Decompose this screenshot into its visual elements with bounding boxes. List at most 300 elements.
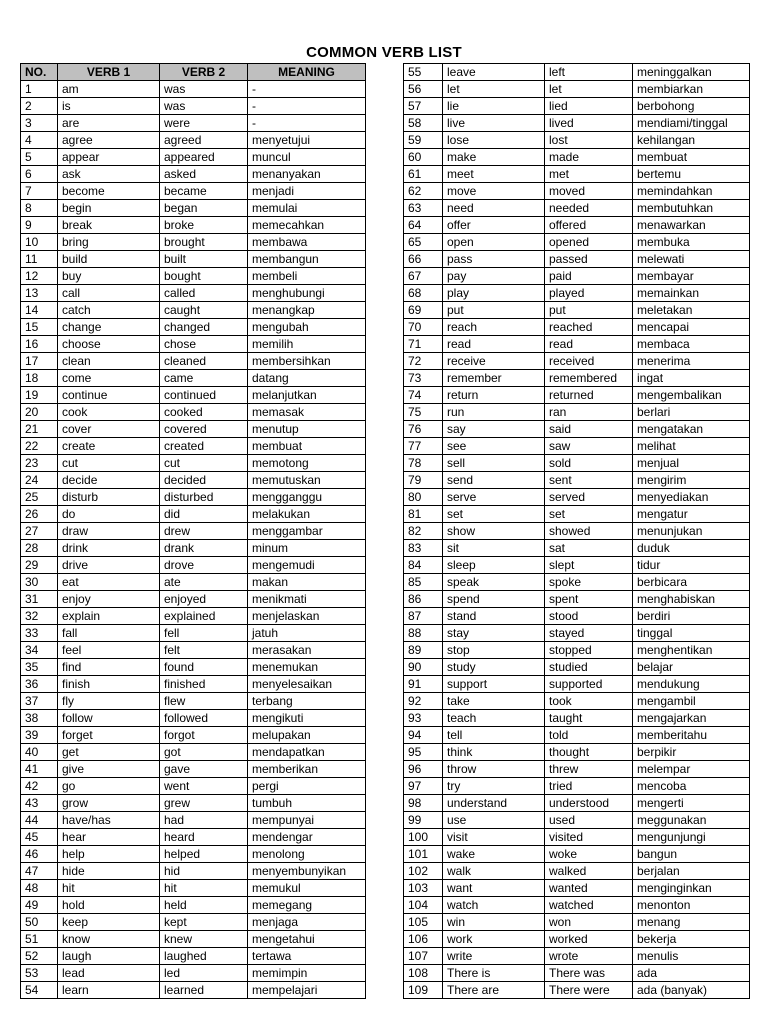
table-row bbox=[404, 812, 750, 829]
number-cell: 32 bbox=[21, 608, 58, 625]
number-cell: 43 bbox=[21, 795, 58, 812]
table-row bbox=[404, 506, 750, 523]
meaning-cell: menulis bbox=[633, 948, 750, 965]
meaning-cell: membuat bbox=[248, 438, 366, 455]
table-row bbox=[404, 795, 750, 812]
table-row bbox=[21, 234, 366, 251]
table-row bbox=[404, 336, 750, 353]
verb2-cell: There were bbox=[545, 982, 633, 999]
meaning-cell: mengatur bbox=[633, 506, 750, 523]
number-cell: 37 bbox=[21, 693, 58, 710]
verb2-cell: led bbox=[160, 965, 248, 982]
verb1-cell: choose bbox=[58, 336, 160, 353]
verb1-cell: cut bbox=[58, 455, 160, 472]
verb1-cell: do bbox=[58, 506, 160, 523]
verb2-cell: stayed bbox=[545, 625, 633, 642]
verb2-cell: There was bbox=[545, 965, 633, 982]
verb2-cell: cut bbox=[160, 455, 248, 472]
meaning-cell: menerima bbox=[633, 353, 750, 370]
meaning-cell: menyetujui bbox=[248, 132, 366, 149]
number-cell: 2 bbox=[21, 98, 58, 115]
verb1-cell: lose bbox=[443, 132, 545, 149]
meaning-cell: menolong bbox=[248, 846, 366, 863]
verb1-cell: play bbox=[443, 285, 545, 302]
verb2-cell: sat bbox=[545, 540, 633, 557]
table-row bbox=[21, 115, 366, 132]
table-row bbox=[21, 710, 366, 727]
verb1-cell: decide bbox=[58, 472, 160, 489]
table-row bbox=[404, 676, 750, 693]
meaning-cell: mendapatkan bbox=[248, 744, 366, 761]
meaning-cell: membiarkan bbox=[633, 81, 750, 98]
number-cell: 7 bbox=[21, 183, 58, 200]
verb-table-right bbox=[403, 63, 750, 999]
verb2-cell: finished bbox=[160, 676, 248, 693]
header-verb2: VERB 2 bbox=[160, 64, 248, 81]
verb1-cell: get bbox=[58, 744, 160, 761]
verb1-cell: fall bbox=[58, 625, 160, 642]
meaning-cell: datang bbox=[248, 370, 366, 387]
verb2-cell: threw bbox=[545, 761, 633, 778]
meaning-cell: mendukung bbox=[633, 676, 750, 693]
verb1-cell: build bbox=[58, 251, 160, 268]
meaning-cell: mengajarkan bbox=[633, 710, 750, 727]
verb1-cell: use bbox=[443, 812, 545, 829]
table-row bbox=[404, 268, 750, 285]
number-cell: 35 bbox=[21, 659, 58, 676]
verb1-cell: change bbox=[58, 319, 160, 336]
number-cell: 14 bbox=[21, 302, 58, 319]
number-cell: 30 bbox=[21, 574, 58, 591]
meaning-cell: berdiri bbox=[633, 608, 750, 625]
number-cell: 86 bbox=[404, 591, 443, 608]
meaning-cell: menunjukan bbox=[633, 523, 750, 540]
verb1-cell: drink bbox=[58, 540, 160, 557]
table-row bbox=[404, 421, 750, 438]
number-cell: 64 bbox=[404, 217, 443, 234]
number-cell: 62 bbox=[404, 183, 443, 200]
table-row bbox=[21, 914, 366, 931]
verb2-cell: hit bbox=[160, 880, 248, 897]
verb-table-left bbox=[20, 63, 366, 999]
number-cell: 99 bbox=[404, 812, 443, 829]
table-row bbox=[21, 336, 366, 353]
verb2-cell: drew bbox=[160, 523, 248, 540]
verb1-cell: put bbox=[443, 302, 545, 319]
number-cell: 18 bbox=[21, 370, 58, 387]
verb1-cell: go bbox=[58, 778, 160, 795]
meaning-cell: menjadi bbox=[248, 183, 366, 200]
verb2-cell: taught bbox=[545, 710, 633, 727]
verb1-cell: move bbox=[443, 183, 545, 200]
number-cell: 3 bbox=[21, 115, 58, 132]
meaning-cell: berlari bbox=[633, 404, 750, 421]
verb1-cell: grow bbox=[58, 795, 160, 812]
meaning-cell: meninggalkan bbox=[633, 64, 750, 81]
meaning-cell: mencapai bbox=[633, 319, 750, 336]
verb2-cell: understood bbox=[545, 795, 633, 812]
meaning-cell: menanyakan bbox=[248, 166, 366, 183]
table-row bbox=[21, 268, 366, 285]
number-cell: 44 bbox=[21, 812, 58, 829]
verb2-cell: drank bbox=[160, 540, 248, 557]
verb1-cell: open bbox=[443, 234, 545, 251]
verb2-cell: used bbox=[545, 812, 633, 829]
number-cell: 40 bbox=[21, 744, 58, 761]
meaning-cell: membaca bbox=[633, 336, 750, 353]
verb1-cell: hear bbox=[58, 829, 160, 846]
table-row bbox=[21, 829, 366, 846]
verb1-cell: run bbox=[443, 404, 545, 421]
table-row bbox=[404, 285, 750, 302]
verb2-cell: remembered bbox=[545, 370, 633, 387]
meaning-cell: memainkan bbox=[633, 285, 750, 302]
number-cell: 65 bbox=[404, 234, 443, 251]
meaning-cell: minum bbox=[248, 540, 366, 557]
meaning-cell: menikmati bbox=[248, 591, 366, 608]
verb2-cell: slept bbox=[545, 557, 633, 574]
verb1-cell: find bbox=[58, 659, 160, 676]
meaning-cell: menghubungi bbox=[248, 285, 366, 302]
verb1-cell: hold bbox=[58, 897, 160, 914]
number-cell: 91 bbox=[404, 676, 443, 693]
number-cell: 50 bbox=[21, 914, 58, 931]
meaning-cell: ingat bbox=[633, 370, 750, 387]
table-row bbox=[21, 693, 366, 710]
number-cell: 109 bbox=[404, 982, 443, 999]
number-cell: 88 bbox=[404, 625, 443, 642]
table-row bbox=[404, 829, 750, 846]
verb1-cell: watch bbox=[443, 897, 545, 914]
verb1-cell: wake bbox=[443, 846, 545, 863]
table-row bbox=[404, 438, 750, 455]
meaning-cell: ada bbox=[633, 965, 750, 982]
verb2-cell: told bbox=[545, 727, 633, 744]
verb2-cell: spent bbox=[545, 591, 633, 608]
number-cell: 85 bbox=[404, 574, 443, 591]
table-row bbox=[21, 353, 366, 370]
meaning-cell: memukul bbox=[248, 880, 366, 897]
verb1-cell: send bbox=[443, 472, 545, 489]
number-cell: 103 bbox=[404, 880, 443, 897]
verb-table-right-body bbox=[404, 64, 750, 999]
meaning-cell: menghentikan bbox=[633, 642, 750, 659]
table-row bbox=[404, 251, 750, 268]
verb2-cell: followed bbox=[160, 710, 248, 727]
verb1-cell: There are bbox=[443, 982, 545, 999]
table-row bbox=[404, 914, 750, 931]
table-row bbox=[404, 897, 750, 914]
verb1-cell: lead bbox=[58, 965, 160, 982]
table-row bbox=[21, 897, 366, 914]
meaning-cell: membawa bbox=[248, 234, 366, 251]
verb2-cell: visited bbox=[545, 829, 633, 846]
verb2-cell: cooked bbox=[160, 404, 248, 421]
verb2-cell: spoke bbox=[545, 574, 633, 591]
verb2-cell: studied bbox=[545, 659, 633, 676]
meaning-cell: mengirim bbox=[633, 472, 750, 489]
meaning-cell: memulai bbox=[248, 200, 366, 217]
verb2-cell: held bbox=[160, 897, 248, 914]
verb2-cell: felt bbox=[160, 642, 248, 659]
verb1-cell: have/has bbox=[58, 812, 160, 829]
number-cell: 27 bbox=[21, 523, 58, 540]
verb1-cell: understand bbox=[443, 795, 545, 812]
table-row bbox=[21, 455, 366, 472]
number-cell: 72 bbox=[404, 353, 443, 370]
number-cell: 68 bbox=[404, 285, 443, 302]
verb2-cell: forgot bbox=[160, 727, 248, 744]
table-row bbox=[404, 217, 750, 234]
number-cell: 51 bbox=[21, 931, 58, 948]
number-cell: 80 bbox=[404, 489, 443, 506]
table-row bbox=[21, 880, 366, 897]
number-cell: 1 bbox=[21, 81, 58, 98]
verb1-cell: ask bbox=[58, 166, 160, 183]
table-row bbox=[21, 540, 366, 557]
verb2-cell: read bbox=[545, 336, 633, 353]
table-row bbox=[404, 863, 750, 880]
verb1-cell: forget bbox=[58, 727, 160, 744]
number-cell: 75 bbox=[404, 404, 443, 421]
verb1-cell: stop bbox=[443, 642, 545, 659]
meaning-cell: kehilangan bbox=[633, 132, 750, 149]
table-row bbox=[404, 591, 750, 608]
meaning-cell: menyelesaikan bbox=[248, 676, 366, 693]
meaning-cell: mencoba bbox=[633, 778, 750, 795]
table-row bbox=[404, 642, 750, 659]
number-cell: 79 bbox=[404, 472, 443, 489]
number-cell: 66 bbox=[404, 251, 443, 268]
table-row bbox=[404, 387, 750, 404]
verb1-cell: explain bbox=[58, 608, 160, 625]
verb1-cell: try bbox=[443, 778, 545, 795]
table-row bbox=[404, 523, 750, 540]
meaning-cell: meggunakan bbox=[633, 812, 750, 829]
number-cell: 4 bbox=[21, 132, 58, 149]
meaning-cell: memutuskan bbox=[248, 472, 366, 489]
verb1-cell: begin bbox=[58, 200, 160, 217]
verb2-cell: went bbox=[160, 778, 248, 795]
number-cell: 38 bbox=[21, 710, 58, 727]
table-row bbox=[404, 455, 750, 472]
verb1-cell: create bbox=[58, 438, 160, 455]
table-row bbox=[21, 472, 366, 489]
verb2-cell: let bbox=[545, 81, 633, 98]
verb2-cell: ran bbox=[545, 404, 633, 421]
verb2-cell: wrote bbox=[545, 948, 633, 965]
verb1-cell: live bbox=[443, 115, 545, 132]
table-row bbox=[21, 438, 366, 455]
number-cell: 54 bbox=[21, 982, 58, 999]
verb1-cell: are bbox=[58, 115, 160, 132]
number-cell: 76 bbox=[404, 421, 443, 438]
number-cell: 73 bbox=[404, 370, 443, 387]
meaning-cell: bertemu bbox=[633, 166, 750, 183]
number-cell: 106 bbox=[404, 931, 443, 948]
number-cell: 105 bbox=[404, 914, 443, 931]
table-row bbox=[21, 795, 366, 812]
verb1-cell: leave bbox=[443, 64, 545, 81]
verb1-cell: pay bbox=[443, 268, 545, 285]
verb2-cell: put bbox=[545, 302, 633, 319]
verb2-cell: was bbox=[160, 81, 248, 98]
meaning-cell: - bbox=[248, 81, 366, 98]
verb1-cell: hide bbox=[58, 863, 160, 880]
verb1-cell: serve bbox=[443, 489, 545, 506]
meaning-cell: menemukan bbox=[248, 659, 366, 676]
verb2-cell: agreed bbox=[160, 132, 248, 149]
number-cell: 28 bbox=[21, 540, 58, 557]
table-row bbox=[21, 489, 366, 506]
verb2-cell: gave bbox=[160, 761, 248, 778]
number-cell: 15 bbox=[21, 319, 58, 336]
table-row bbox=[21, 404, 366, 421]
number-cell: 55 bbox=[404, 64, 443, 81]
table-row bbox=[404, 965, 750, 982]
meaning-cell: memilih bbox=[248, 336, 366, 353]
table-row bbox=[21, 302, 366, 319]
number-cell: 92 bbox=[404, 693, 443, 710]
verb1-cell: appear bbox=[58, 149, 160, 166]
table-row bbox=[21, 421, 366, 438]
table-row bbox=[21, 744, 366, 761]
table-row bbox=[21, 676, 366, 693]
number-cell: 84 bbox=[404, 557, 443, 574]
verb2-cell: appeared bbox=[160, 149, 248, 166]
meaning-cell: mendiami/tinggal bbox=[633, 115, 750, 132]
table-row bbox=[21, 965, 366, 982]
meaning-cell: menghabiskan bbox=[633, 591, 750, 608]
number-cell: 57 bbox=[404, 98, 443, 115]
table-row bbox=[404, 472, 750, 489]
meaning-cell: mengemudi bbox=[248, 557, 366, 574]
verb1-cell: break bbox=[58, 217, 160, 234]
number-cell: 100 bbox=[404, 829, 443, 846]
verb2-cell: hid bbox=[160, 863, 248, 880]
verb2-cell: called bbox=[160, 285, 248, 302]
number-cell: 83 bbox=[404, 540, 443, 557]
verb1-cell: speak bbox=[443, 574, 545, 591]
verb1-cell: laugh bbox=[58, 948, 160, 965]
table-row bbox=[404, 778, 750, 795]
number-cell: 22 bbox=[21, 438, 58, 455]
number-cell: 25 bbox=[21, 489, 58, 506]
table-row bbox=[404, 948, 750, 965]
verb1-cell: hit bbox=[58, 880, 160, 897]
verb2-cell: tried bbox=[545, 778, 633, 795]
table-row bbox=[21, 166, 366, 183]
verb1-cell: let bbox=[443, 81, 545, 98]
verb1-cell: visit bbox=[443, 829, 545, 846]
verb2-cell: fell bbox=[160, 625, 248, 642]
number-cell: 33 bbox=[21, 625, 58, 642]
table-row bbox=[404, 98, 750, 115]
number-cell: 20 bbox=[21, 404, 58, 421]
verb2-cell: made bbox=[545, 149, 633, 166]
verb2-cell: supported bbox=[545, 676, 633, 693]
number-cell: 5 bbox=[21, 149, 58, 166]
table-row bbox=[404, 200, 750, 217]
verb1-cell: return bbox=[443, 387, 545, 404]
number-cell: 98 bbox=[404, 795, 443, 812]
number-cell: 10 bbox=[21, 234, 58, 251]
verb2-cell: became bbox=[160, 183, 248, 200]
verb2-cell: stopped bbox=[545, 642, 633, 659]
number-cell: 9 bbox=[21, 217, 58, 234]
verb2-cell: heard bbox=[160, 829, 248, 846]
number-cell: 17 bbox=[21, 353, 58, 370]
verb2-cell: knew bbox=[160, 931, 248, 948]
verb2-cell: explained bbox=[160, 608, 248, 625]
table-row bbox=[21, 523, 366, 540]
verb2-cell: lied bbox=[545, 98, 633, 115]
verb1-cell: lie bbox=[443, 98, 545, 115]
number-cell: 82 bbox=[404, 523, 443, 540]
table-row bbox=[21, 642, 366, 659]
verb1-cell: catch bbox=[58, 302, 160, 319]
meaning-cell: mengubah bbox=[248, 319, 366, 336]
verb2-cell: caught bbox=[160, 302, 248, 319]
table-row bbox=[404, 115, 750, 132]
number-cell: 78 bbox=[404, 455, 443, 472]
meaning-cell: memotong bbox=[248, 455, 366, 472]
table-row bbox=[404, 931, 750, 948]
meaning-cell: melewati bbox=[633, 251, 750, 268]
table-row bbox=[21, 387, 366, 404]
table-row bbox=[21, 931, 366, 948]
meaning-cell: makan bbox=[248, 574, 366, 591]
table-row bbox=[21, 98, 366, 115]
meaning-cell: melihat bbox=[633, 438, 750, 455]
number-cell: 87 bbox=[404, 608, 443, 625]
header-meaning: MEANING bbox=[248, 64, 366, 81]
table-row bbox=[404, 149, 750, 166]
header-row bbox=[21, 64, 366, 81]
number-cell: 45 bbox=[21, 829, 58, 846]
table-row bbox=[404, 557, 750, 574]
number-cell: 77 bbox=[404, 438, 443, 455]
number-cell: 39 bbox=[21, 727, 58, 744]
verb2-cell: brought bbox=[160, 234, 248, 251]
verb2-cell: enjoyed bbox=[160, 591, 248, 608]
verb1-cell: follow bbox=[58, 710, 160, 727]
number-cell: 52 bbox=[21, 948, 58, 965]
number-cell: 67 bbox=[404, 268, 443, 285]
verb1-cell: sit bbox=[443, 540, 545, 557]
verb1-cell: receive bbox=[443, 353, 545, 370]
meaning-cell: menang bbox=[633, 914, 750, 931]
verb1-cell: agree bbox=[58, 132, 160, 149]
verb2-cell: chose bbox=[160, 336, 248, 353]
meaning-cell: berpikir bbox=[633, 744, 750, 761]
table-row bbox=[21, 370, 366, 387]
number-cell: 31 bbox=[21, 591, 58, 608]
verb1-cell: set bbox=[443, 506, 545, 523]
meaning-cell: mengatakan bbox=[633, 421, 750, 438]
verb2-cell: created bbox=[160, 438, 248, 455]
verb1-cell: eat bbox=[58, 574, 160, 591]
table-row bbox=[404, 608, 750, 625]
number-cell: 89 bbox=[404, 642, 443, 659]
meaning-cell: berjalan bbox=[633, 863, 750, 880]
table-row bbox=[21, 285, 366, 302]
verb2-cell: flew bbox=[160, 693, 248, 710]
number-cell: 11 bbox=[21, 251, 58, 268]
verb2-cell: covered bbox=[160, 421, 248, 438]
verb1-cell: pass bbox=[443, 251, 545, 268]
verb1-cell: write bbox=[443, 948, 545, 965]
